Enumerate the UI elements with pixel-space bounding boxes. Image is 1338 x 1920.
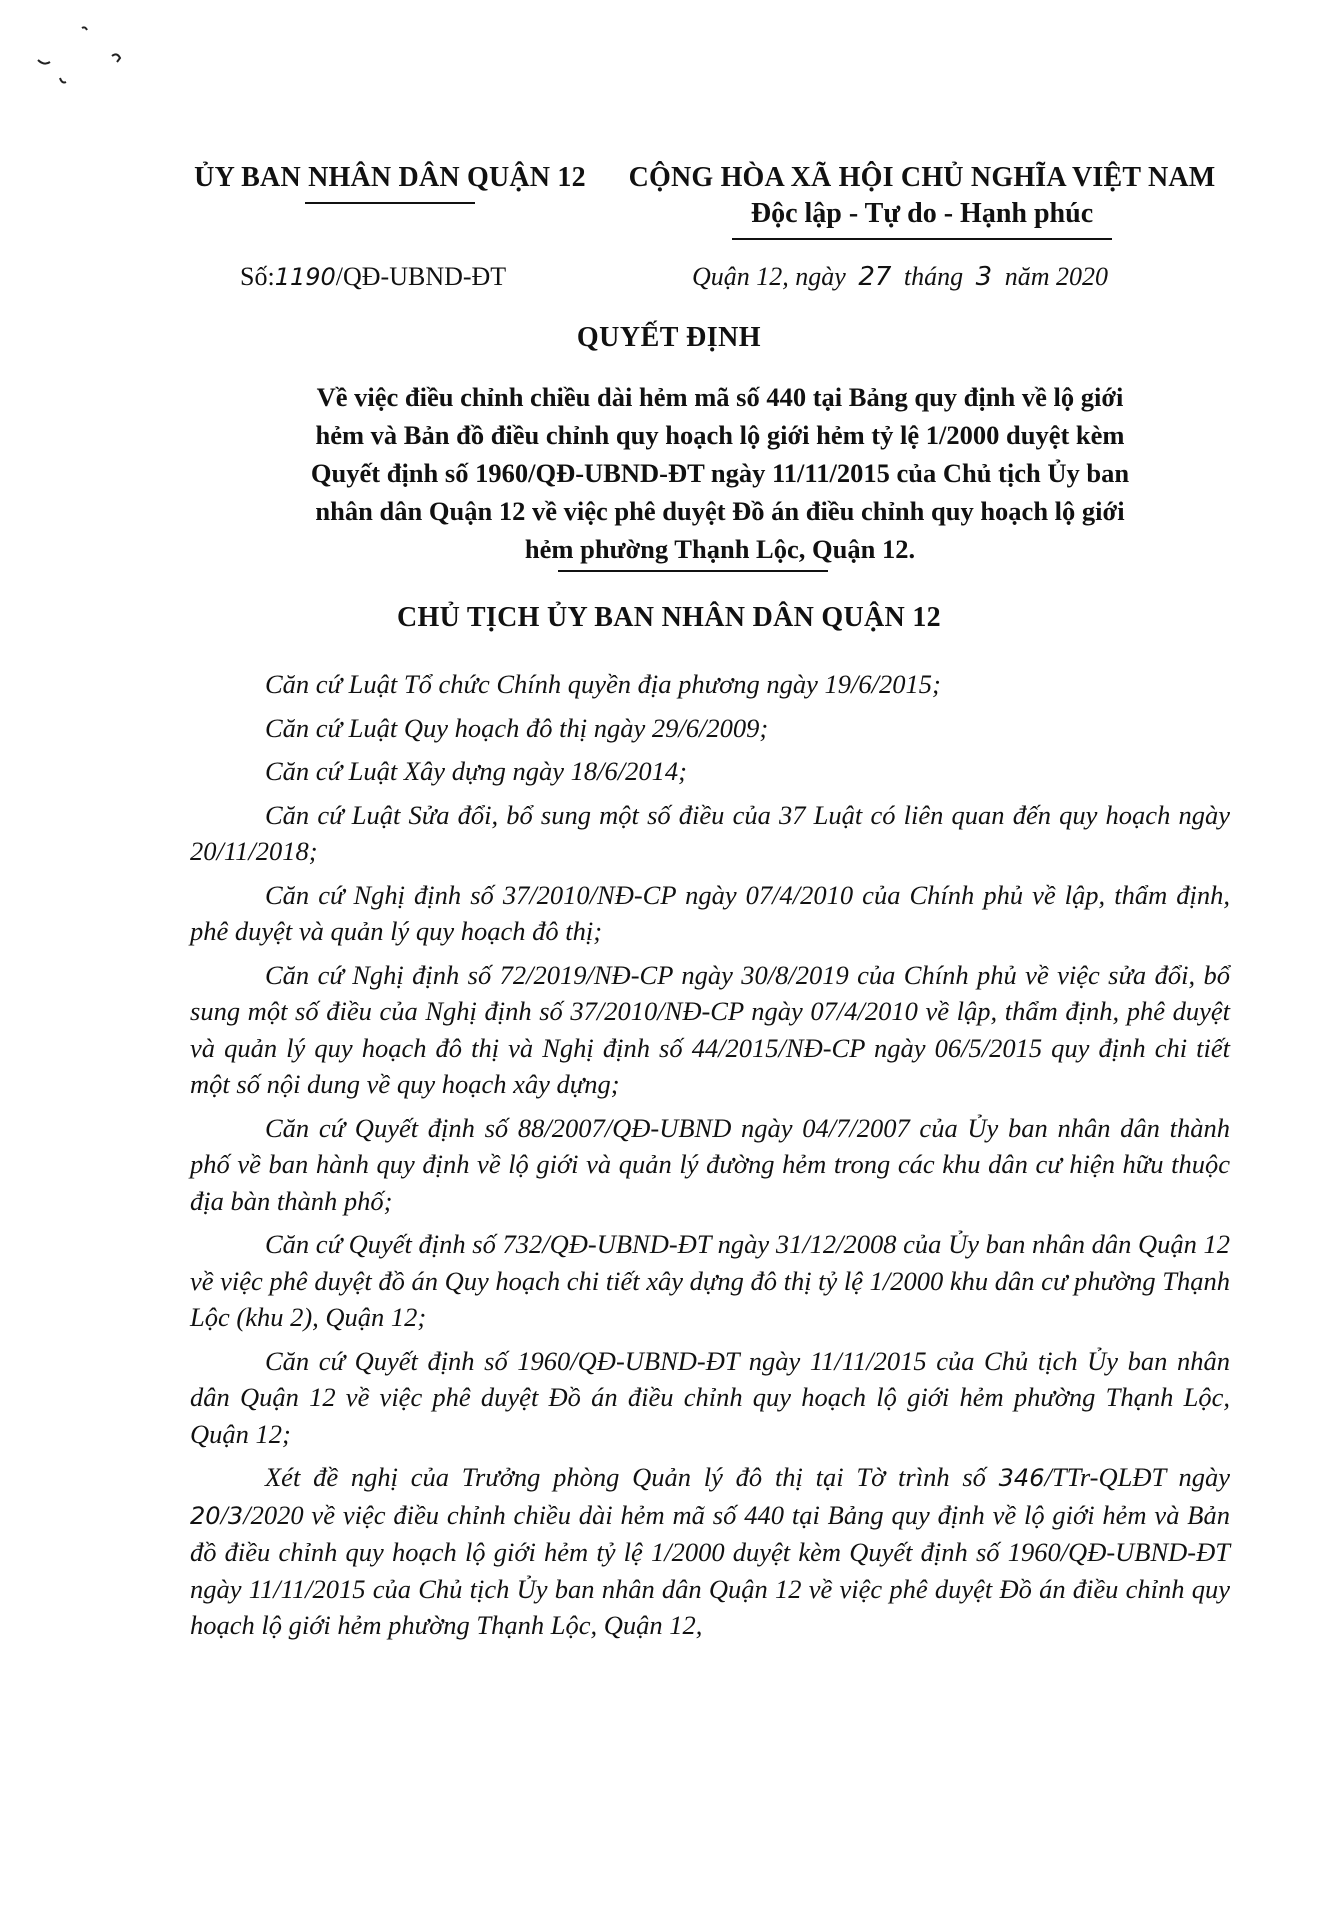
reference-number — [240, 262, 506, 292]
nation-block — [612, 162, 1232, 240]
ground-item: Căn cứ Quyết định số 1960/QĐ-UBND-ĐT ngày 11/11/2015 của Chủ tịch Ủy ban nhân dân Quận 12 về việc phê duyệt Đồ án điều chỉnh quy hoạch lộ giới hẻm phường Thạnh Lộc, Quận 12; — [190, 1345, 1230, 1449]
motto-underline — [732, 238, 1112, 240]
ground-item: Căn cứ Nghị định số 72/2019/NĐ-CP ngày 30/8/2019 của Chính phủ về việc sửa đổi, bổ sung một số điều của Nghị định số 37/2010/NĐ-CP ngày 07/4/2010 về lập, thẩm định, phê duyệt và quản lý quy hoạch đô thị và Nghị định số 44/2015/NĐ-CP ngày 06/5/2015 quy định chi tiết một số nội dung về quy hoạch xây dựng; — [190, 959, 1230, 1099]
subject-line: nhân dân Quận 12 về việc phê duyệt Đồ án điều chỉnh quy hoạch lộ giới — [315, 496, 1125, 526]
issuer-name: ỦY BAN NHÂN DÂN QUẬN 12 — [194, 162, 586, 193]
issuer-block — [180, 162, 600, 204]
proposal-number: 346 — [998, 1464, 1045, 1492]
ground-item: Căn cứ Quyết định số 88/2007/QĐ-UBND ngày 04/7/2007 của Ủy ban nhân dân thành phố về ban hành quy định về lộ giới và quản lý đường hẻm trong các khu dân cư hiện hữu thuộc địa bàn thành phố; — [190, 1112, 1230, 1216]
issue-date — [692, 262, 1108, 292]
ground-item: Căn cứ Nghị định số 37/2010/NĐ-CP ngày 07/4/2010 của Chính phủ về lập, thẩm định, phê duyệt và quản lý quy hoạch đô thị; — [190, 879, 1230, 946]
subject-line: Quyết định số 1960/QĐ-UBND-ĐT ngày 11/11/2015 của Chủ tịch Ủy ban — [310, 458, 1130, 488]
issuer-underline — [305, 202, 475, 204]
date-part3: năm 2020 — [1004, 262, 1108, 291]
nation-motto: Độc lập - Tự do - Hạnh phúc — [750, 198, 1094, 229]
date-part1: Quận 12, ngày — [692, 262, 846, 291]
document-title: QUYẾT ĐỊNH — [576, 322, 762, 353]
date-day: 27 — [858, 262, 892, 292]
proposal-part1: Xét đề nghị của Trưởng phòng Quản lý đô thị tại Tờ trình số — [265, 1462, 999, 1492]
ground-item: Căn cứ Quyết định số 732/QĐ-UBND-ĐT ngày 31/12/2008 của Ủy ban nhân dân Quận 12 về việc phê duyệt đồ án Quy hoạch chi tiết xây dựng đô thị tỷ lệ 1/2000 khu dân cư phường Thạnh Lộc (khu 2), Quận 12; — [190, 1229, 1230, 1332]
subject-line: hẻm phường Thạnh Lộc, Quận 12. — [524, 534, 916, 564]
date-month: 3 — [975, 262, 993, 292]
nation-name: CỘNG HÒA XÃ HỘI CHỦ NGHĨA VIỆT NAM — [628, 162, 1216, 193]
reference-handwritten-number: 1190 — [274, 263, 336, 291]
subject-underline — [558, 570, 828, 572]
subject-line: hẻm và Bản đồ điều chỉnh quy hoạch lộ giới hẻm tỷ lệ 1/2000 duyệt kèm — [315, 420, 1125, 450]
subject-line: Về việc điều chỉnh chiều dài hẻm mã số 440 tại Bảng quy định về lộ giới — [316, 382, 1124, 412]
proposal-part4: /2020 về việc điều chỉnh chiều dài hẻm mã số 440 tại Bảng quy định về lộ giới hẻm và Bản đồ điều chỉnh quy hoạch lộ giới hẻm tỷ lệ 1/2000 duyệt kèm Quyết định số 1960/QĐ-UBND-ĐT ngày 11/11/2015 của Chủ tịch Ủy ban nhân dân Quận 12 về việc phê duyệt Đồ án điều chỉnh quy hoạch lộ giới hẻm phường Thạnh Lộc, Quận 12, — [190, 1499, 1230, 1640]
proposal-month: 3 — [227, 1501, 244, 1530]
proposal-part3: / — [220, 1499, 228, 1530]
scan-specks — [30, 20, 140, 100]
date-part2: tháng — [903, 262, 964, 291]
subject-block — [270, 378, 1170, 568]
authority-heading: CHỦ TỊCH ỦY BAN NHÂN DÂN QUẬN 12 — [397, 602, 941, 633]
ground-item: Căn cứ Luật Sửa đổi, bổ sung một số điều của 37 Luật có liên quan đến quy hoạch ngày 20/11/2018; — [190, 799, 1230, 866]
proposal-day: 20 — [190, 1501, 221, 1530]
grounds-list — [190, 666, 1230, 1651]
ground-item: Căn cứ Luật Xây dựng ngày 18/6/2014; — [265, 756, 687, 786]
ground-item: Căn cứ Luật Tổ chức Chính quyền địa phương ngày 19/6/2015; — [265, 669, 941, 699]
proposal-paragraph — [190, 1459, 1230, 1644]
ground-item: Căn cứ Luật Quy hoạch đô thị ngày 29/6/2009; — [265, 712, 769, 743]
proposal-part2: /TTr-QLĐT ngày — [1044, 1462, 1230, 1492]
reference-suffix: /QĐ-UBND-ĐT — [335, 262, 507, 291]
reference-prefix: Số: — [240, 262, 275, 291]
